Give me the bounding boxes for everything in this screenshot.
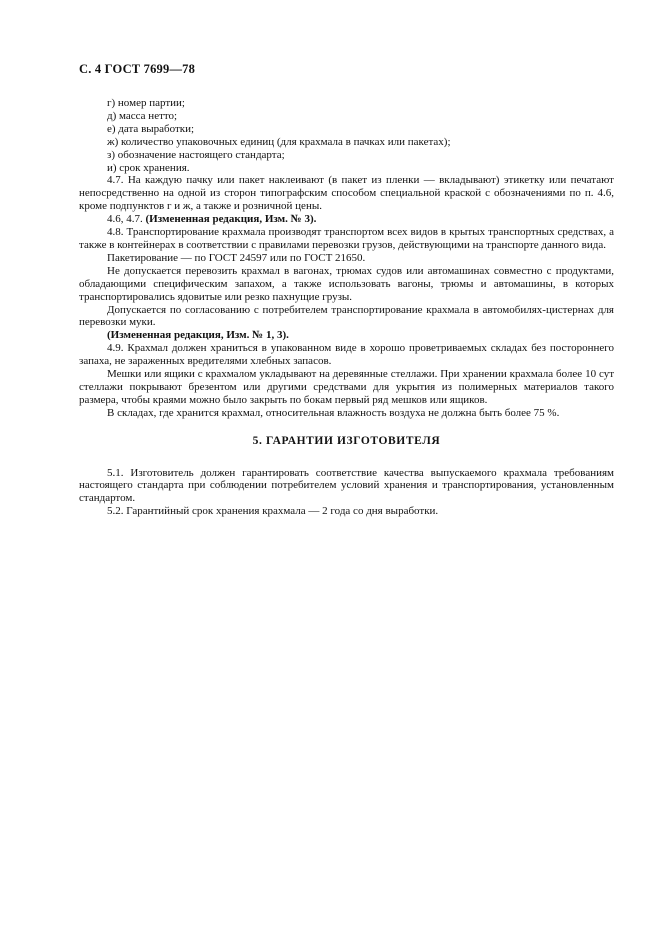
paragraph-4-8: 4.8. Транспортирование крахмала производят транспортом всех видов в крытых транспортных средствах, а также в контейнерах в соответствии с правилами перевозки грузов, действующими на транспорте данного вида. — [79, 226, 614, 251]
page-header: С. 4 ГОСТ 7699—78 — [79, 62, 196, 76]
paragraph-5-1: 5.1. Изготовитель должен гарантировать соответствие качества выпускаемого крахмала требованиям настоящего стандарта при соблюдении потребителем условий хранения и транспортирования, установленным стандартом. — [79, 466, 614, 505]
document-body — [79, 97, 614, 518]
list-item-zh: ж) количество упаковочных единиц (для крахмала в пачках или пакетах); — [107, 135, 451, 148]
list-item-z: з) обозначение настоящего стандарта; — [107, 148, 285, 161]
paragraph-bags: Мешки или ящики с крахмалом укладывают на деревянные стеллажи. При хранении крахмала более 10 сут стеллажи покрывают брезентом или другими средствами для укрытия из полимерных материалов такого размера, чтобы краями можно было закрыть по бокам первый ряд мешков или ящиков. — [79, 368, 614, 406]
amendment-label: (Измененная редакция, Изм. № 3). — [145, 213, 317, 226]
list-item-e: е) дата выработки; — [107, 122, 195, 135]
list-item-i: и) срок хранения. — [107, 161, 190, 174]
list-item-d: д) масса нетто; — [107, 109, 178, 122]
paragraph-allowed: Допускается по согласованию с потребителем транспортирование крахмала в автомобилях-цистернах для перевозки муки. — [79, 303, 614, 329]
paragraph-4-9: 4.9. Крахмал должен храниться в упакованном виде в хорошо проветриваемых складах без постороннего запаха, не зараженных вредителями хлебных запасов. — [79, 342, 614, 368]
paragraph-not-allowed: Не допускается перевозить крахмал в вагонах, трюмах судов или автомашинах совместно с продуктами, обладающими специфическим запахом, а также использовать вагоны, трюмы и автомашины, в которых транспортировались ядовитые или резко пахнущие грузы. — [79, 264, 614, 303]
paragraph-packaging: Пакетирование — по ГОСТ 24597 или по ГОСТ 21650. — [107, 251, 366, 264]
paragraph-4-7: 4.7. На каждую пачку или пакет наклеивают (в пакет из пленки — вкладывают) этикетку или печатают непосредственно на одной из сторон типографским способом специальной краской с обозначениями по п. 4.6, кроме подпунктов г и ж, а также и розничной цены. — [79, 174, 614, 213]
section-5-title: 5. ГАРАНТИИ ИЗГОТОВИТЕЛЯ — [252, 434, 441, 447]
list-item-g: г) номер партии; — [107, 97, 185, 109]
amendment-clause-numbers: 4.6, 4.7. — [107, 213, 146, 226]
paragraph-5-2: 5.2. Гарантийный срок хранения крахмала — 2 года со дня выработки. — [107, 505, 439, 518]
paragraph-humidity: В складах, где хранится крахмал, относительная влажность воздуха не должна быть более 75 %. — [107, 406, 560, 419]
amendment-note-4-6-4-7 — [79, 213, 614, 226]
amendment-note-1-3: (Измененная редакция, Изм. № 1, 3). — [107, 329, 289, 342]
